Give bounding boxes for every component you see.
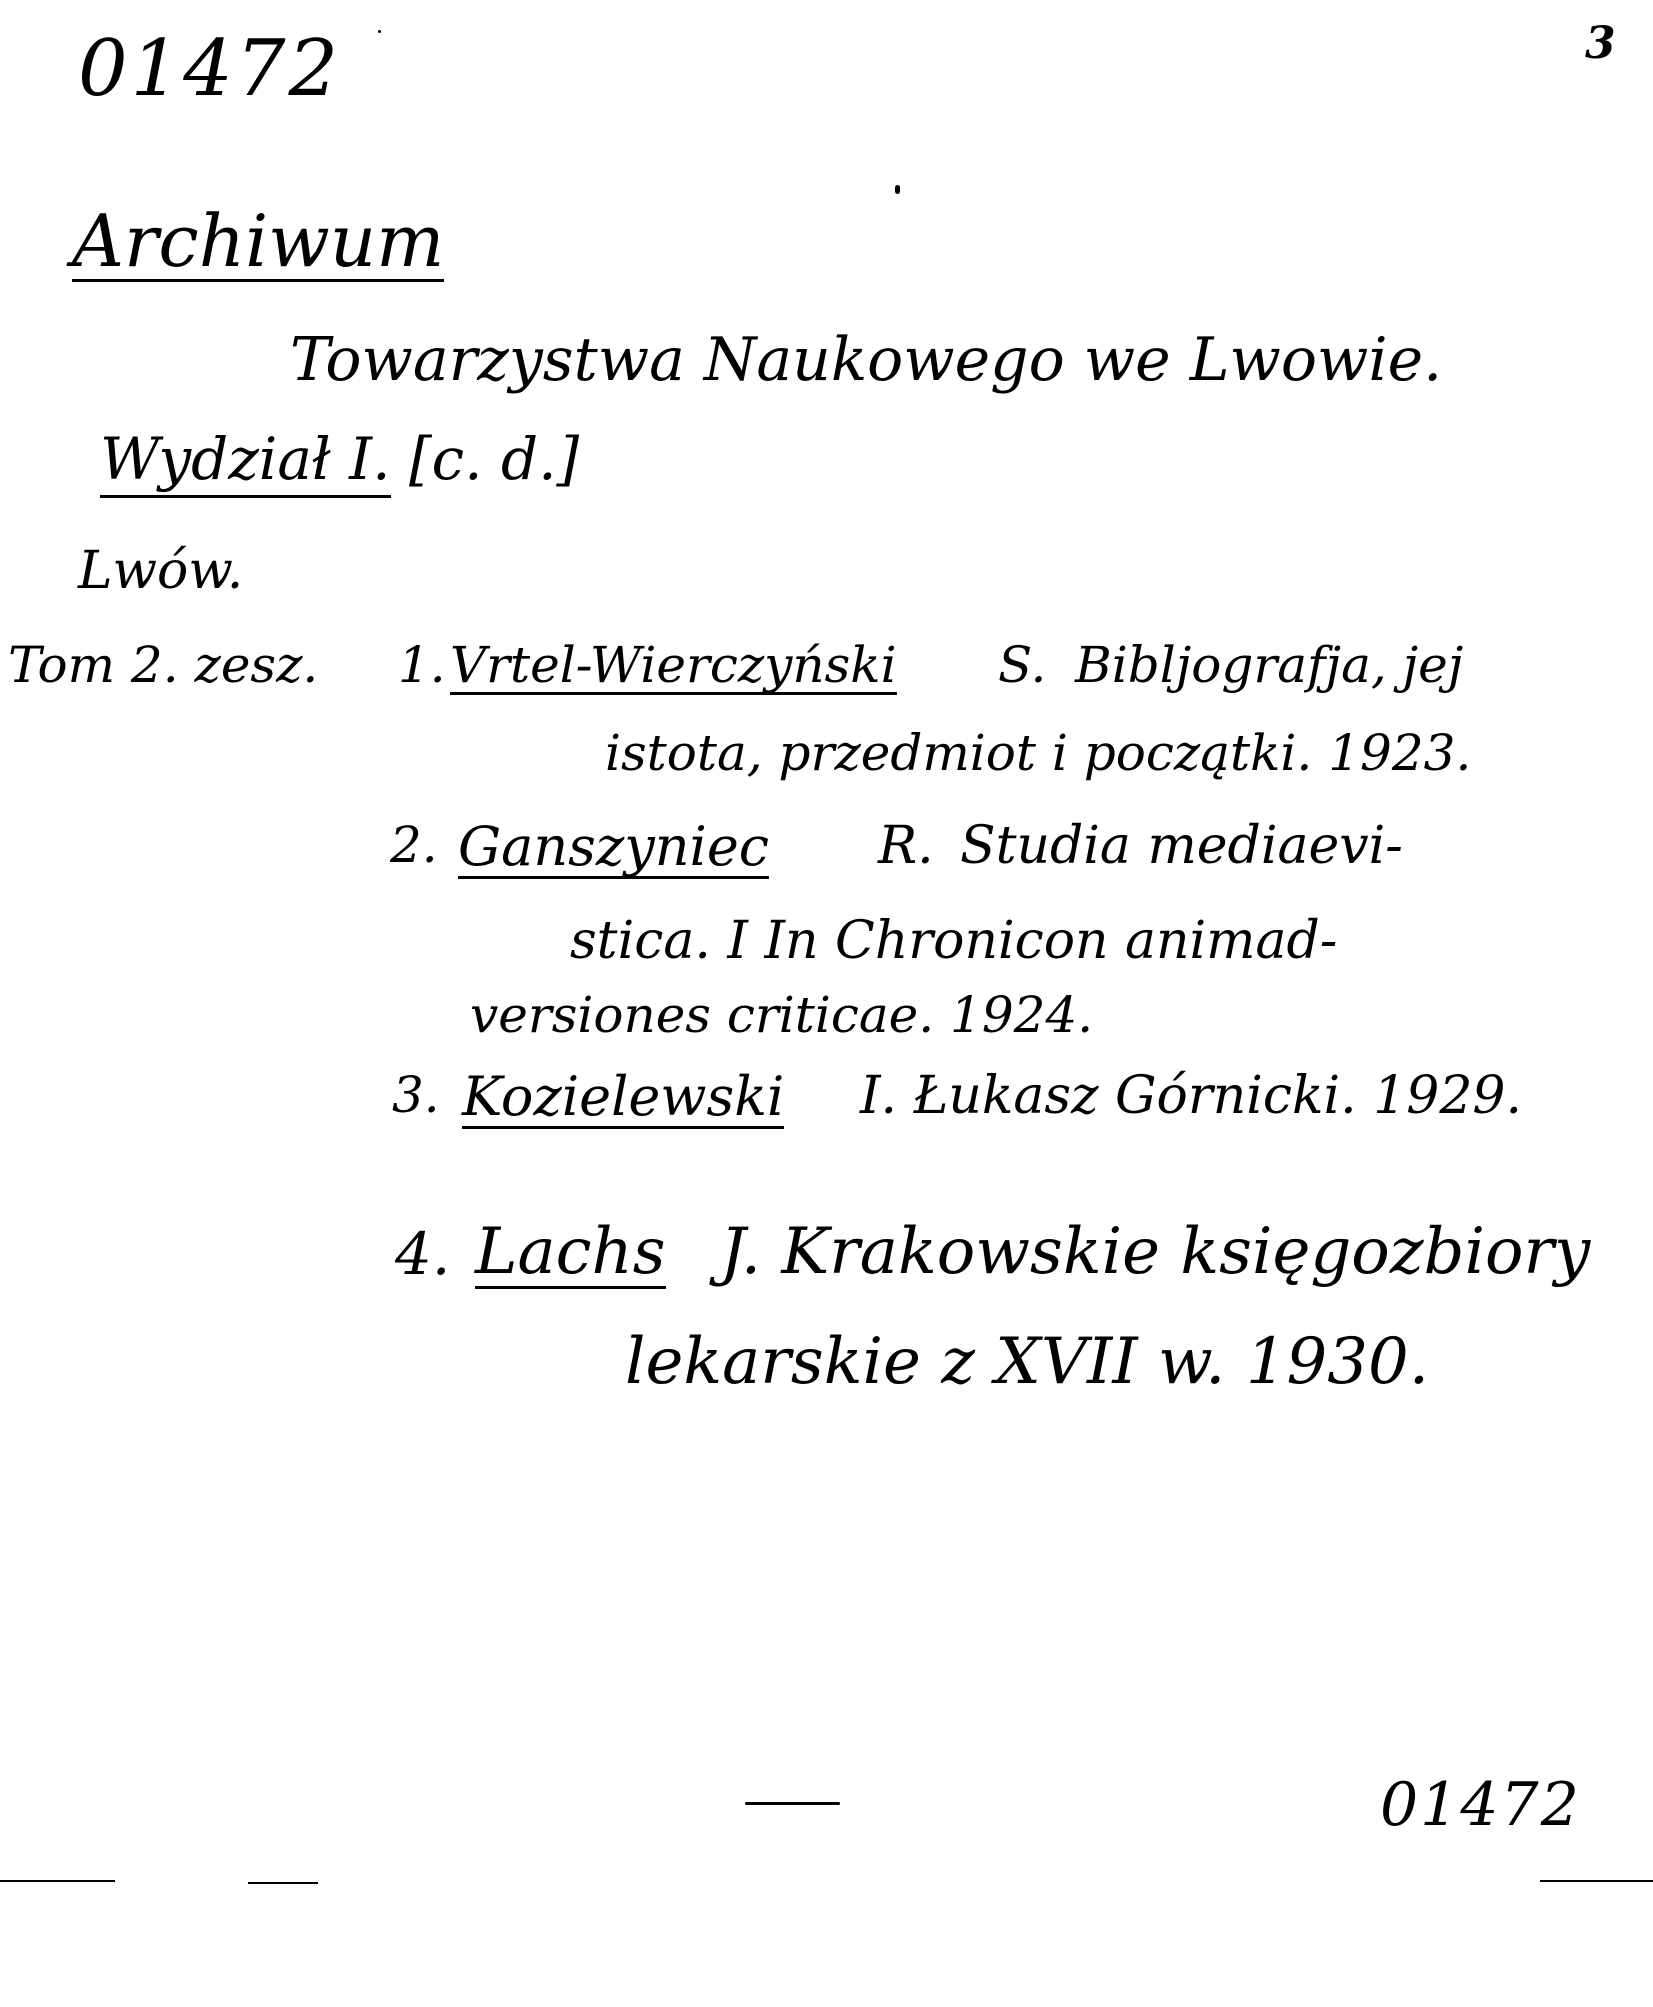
entry-initial: S.	[998, 636, 1047, 694]
entry-author: Vrtel-Wierczyński	[450, 636, 897, 694]
department-name: Wydział I.	[100, 425, 391, 498]
entry-title-line: stica. I In Chronicon animad-	[570, 911, 1338, 971]
entry-title-line: Bibljografja, jej	[1075, 636, 1464, 694]
volume-label: Tom 2. zesz.	[8, 636, 319, 694]
entry-number: 1.	[398, 636, 446, 694]
entry-initial: R.	[878, 816, 934, 876]
entry-author: Kozielewski	[462, 1065, 785, 1128]
entry-title-line: istota, przedmiot i początki. 1923.	[605, 724, 1472, 782]
society-name: Towarzystwa Naukowego we Lwowie.	[290, 325, 1443, 395]
entry-title-line: Studia mediaevi-	[960, 816, 1403, 876]
department-note: [c. d.]	[408, 425, 580, 493]
entry-author: Ganszyniec	[458, 815, 770, 878]
entry-number: 4.	[395, 1220, 451, 1288]
entry-number: 2.	[390, 816, 438, 874]
entry-title-line: versiones criticae. 1924.	[470, 986, 1094, 1044]
entry-title-line: J. Krakowskie księgozbiory	[720, 1215, 1591, 1289]
signature-number-bottom: 01472	[1380, 1770, 1581, 1840]
entry-number: 3.	[392, 1066, 440, 1124]
scan-edge-line	[248, 1882, 318, 1884]
archive-title: Archiwum	[72, 199, 445, 283]
page-number: 3	[1585, 18, 1616, 69]
entry-title-line: I. Łukasz Górnicki. 1929.	[860, 1066, 1523, 1126]
department-line	[100, 425, 580, 493]
signature-number-top: 01472	[78, 24, 342, 114]
entry-author: Lachs	[475, 1215, 666, 1289]
city-name: Lwów.	[78, 541, 244, 601]
scan-edge-line	[1540, 1880, 1653, 1882]
entry-title-line: lekarskie z XVII w. 1930.	[625, 1325, 1430, 1399]
ink-dot	[895, 185, 900, 194]
pen-stroke	[745, 1802, 840, 1805]
ink-dot	[378, 30, 381, 33]
scan-edge-line	[0, 1880, 115, 1882]
